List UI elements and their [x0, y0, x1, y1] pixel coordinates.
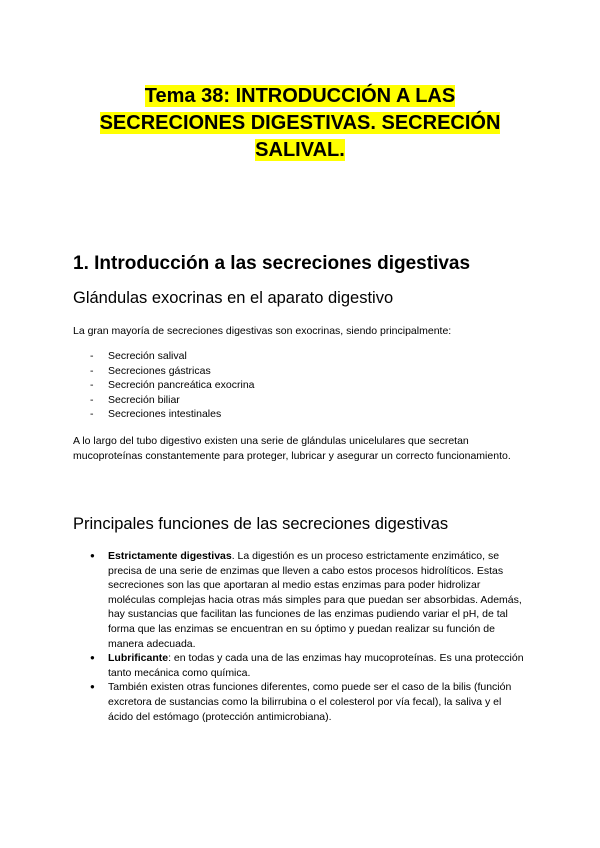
item-text: También existen otras funciones diferentes, como puede ser el caso de la bilis (función excretora de sustancias como la bilirrubina o el colesterol por vía fecal), la saliva y el ácido del estómago (protección antimicrobiana). [108, 681, 512, 723]
item-text: : en todas y cada una de las enzimas hay mucoproteínas. Es una protección tanto mecánica como química. [108, 652, 524, 679]
intro-paragraph: La gran mayoría de secreciones digestivas son exocrinas, siendo principalmente: [73, 325, 452, 337]
exocrine-glands-subheading: Glándulas exocrinas en el aparato digestivo [73, 289, 394, 307]
section-1-heading: 1. Introducción a las secreciones digestivas [73, 253, 471, 274]
secretions-list [90, 349, 255, 422]
item-bold-term: Estrictamente digestivas [108, 550, 232, 562]
list-item: - Secreciones intestinales [90, 407, 255, 422]
list-item: - Secreción salival [90, 349, 255, 364]
functions-list [90, 549, 528, 724]
functions-subheading: Principales funciones de las secreciones digestivas [73, 515, 449, 533]
list-item: - Secreciones gástricas [90, 364, 255, 379]
title-line-1: Tema 38: INTRODUCCIÓN A LAS [144, 85, 456, 107]
list-item [90, 680, 528, 724]
item-text: . La digestión es un proceso estrictamente enzimático, se precisa de una serie de enzimas que lleven a cabo estos procesos hidrolíticos. Estas secreciones son las que aportaran al medio estas enzimas para poder hidrolizar moléculas complejas hacia otras más simples para que puedan ser absorbidas. Además, hay sustancias que facilitan las funciones de las enzimas pudiendo variar el pH, de tal forma que las enzimas se encuentran en su óptimo y puedan realizar su función de manera adecuada. [108, 550, 522, 650]
document-title [60, 83, 540, 164]
list-item [90, 651, 528, 680]
list-item [90, 549, 528, 651]
list-item: - Secreción pancreática exocrina [90, 378, 255, 393]
digestive-tube-paragraph: A lo largo del tubo digestivo existen una serie de glándulas unicelulares que secretan mucoproteínas constantemente para proteger, lubricar y asegurar un correcto funcionamiento. [73, 435, 511, 462]
item-bold-term: Lubrificante [108, 652, 169, 665]
title-line-2: SECRECIONES DIGESTIVAS. SECRECIÓN [99, 112, 501, 134]
list-item: - Secreción biliar [90, 393, 255, 408]
title-line-3: SALIVAL. [255, 139, 345, 161]
